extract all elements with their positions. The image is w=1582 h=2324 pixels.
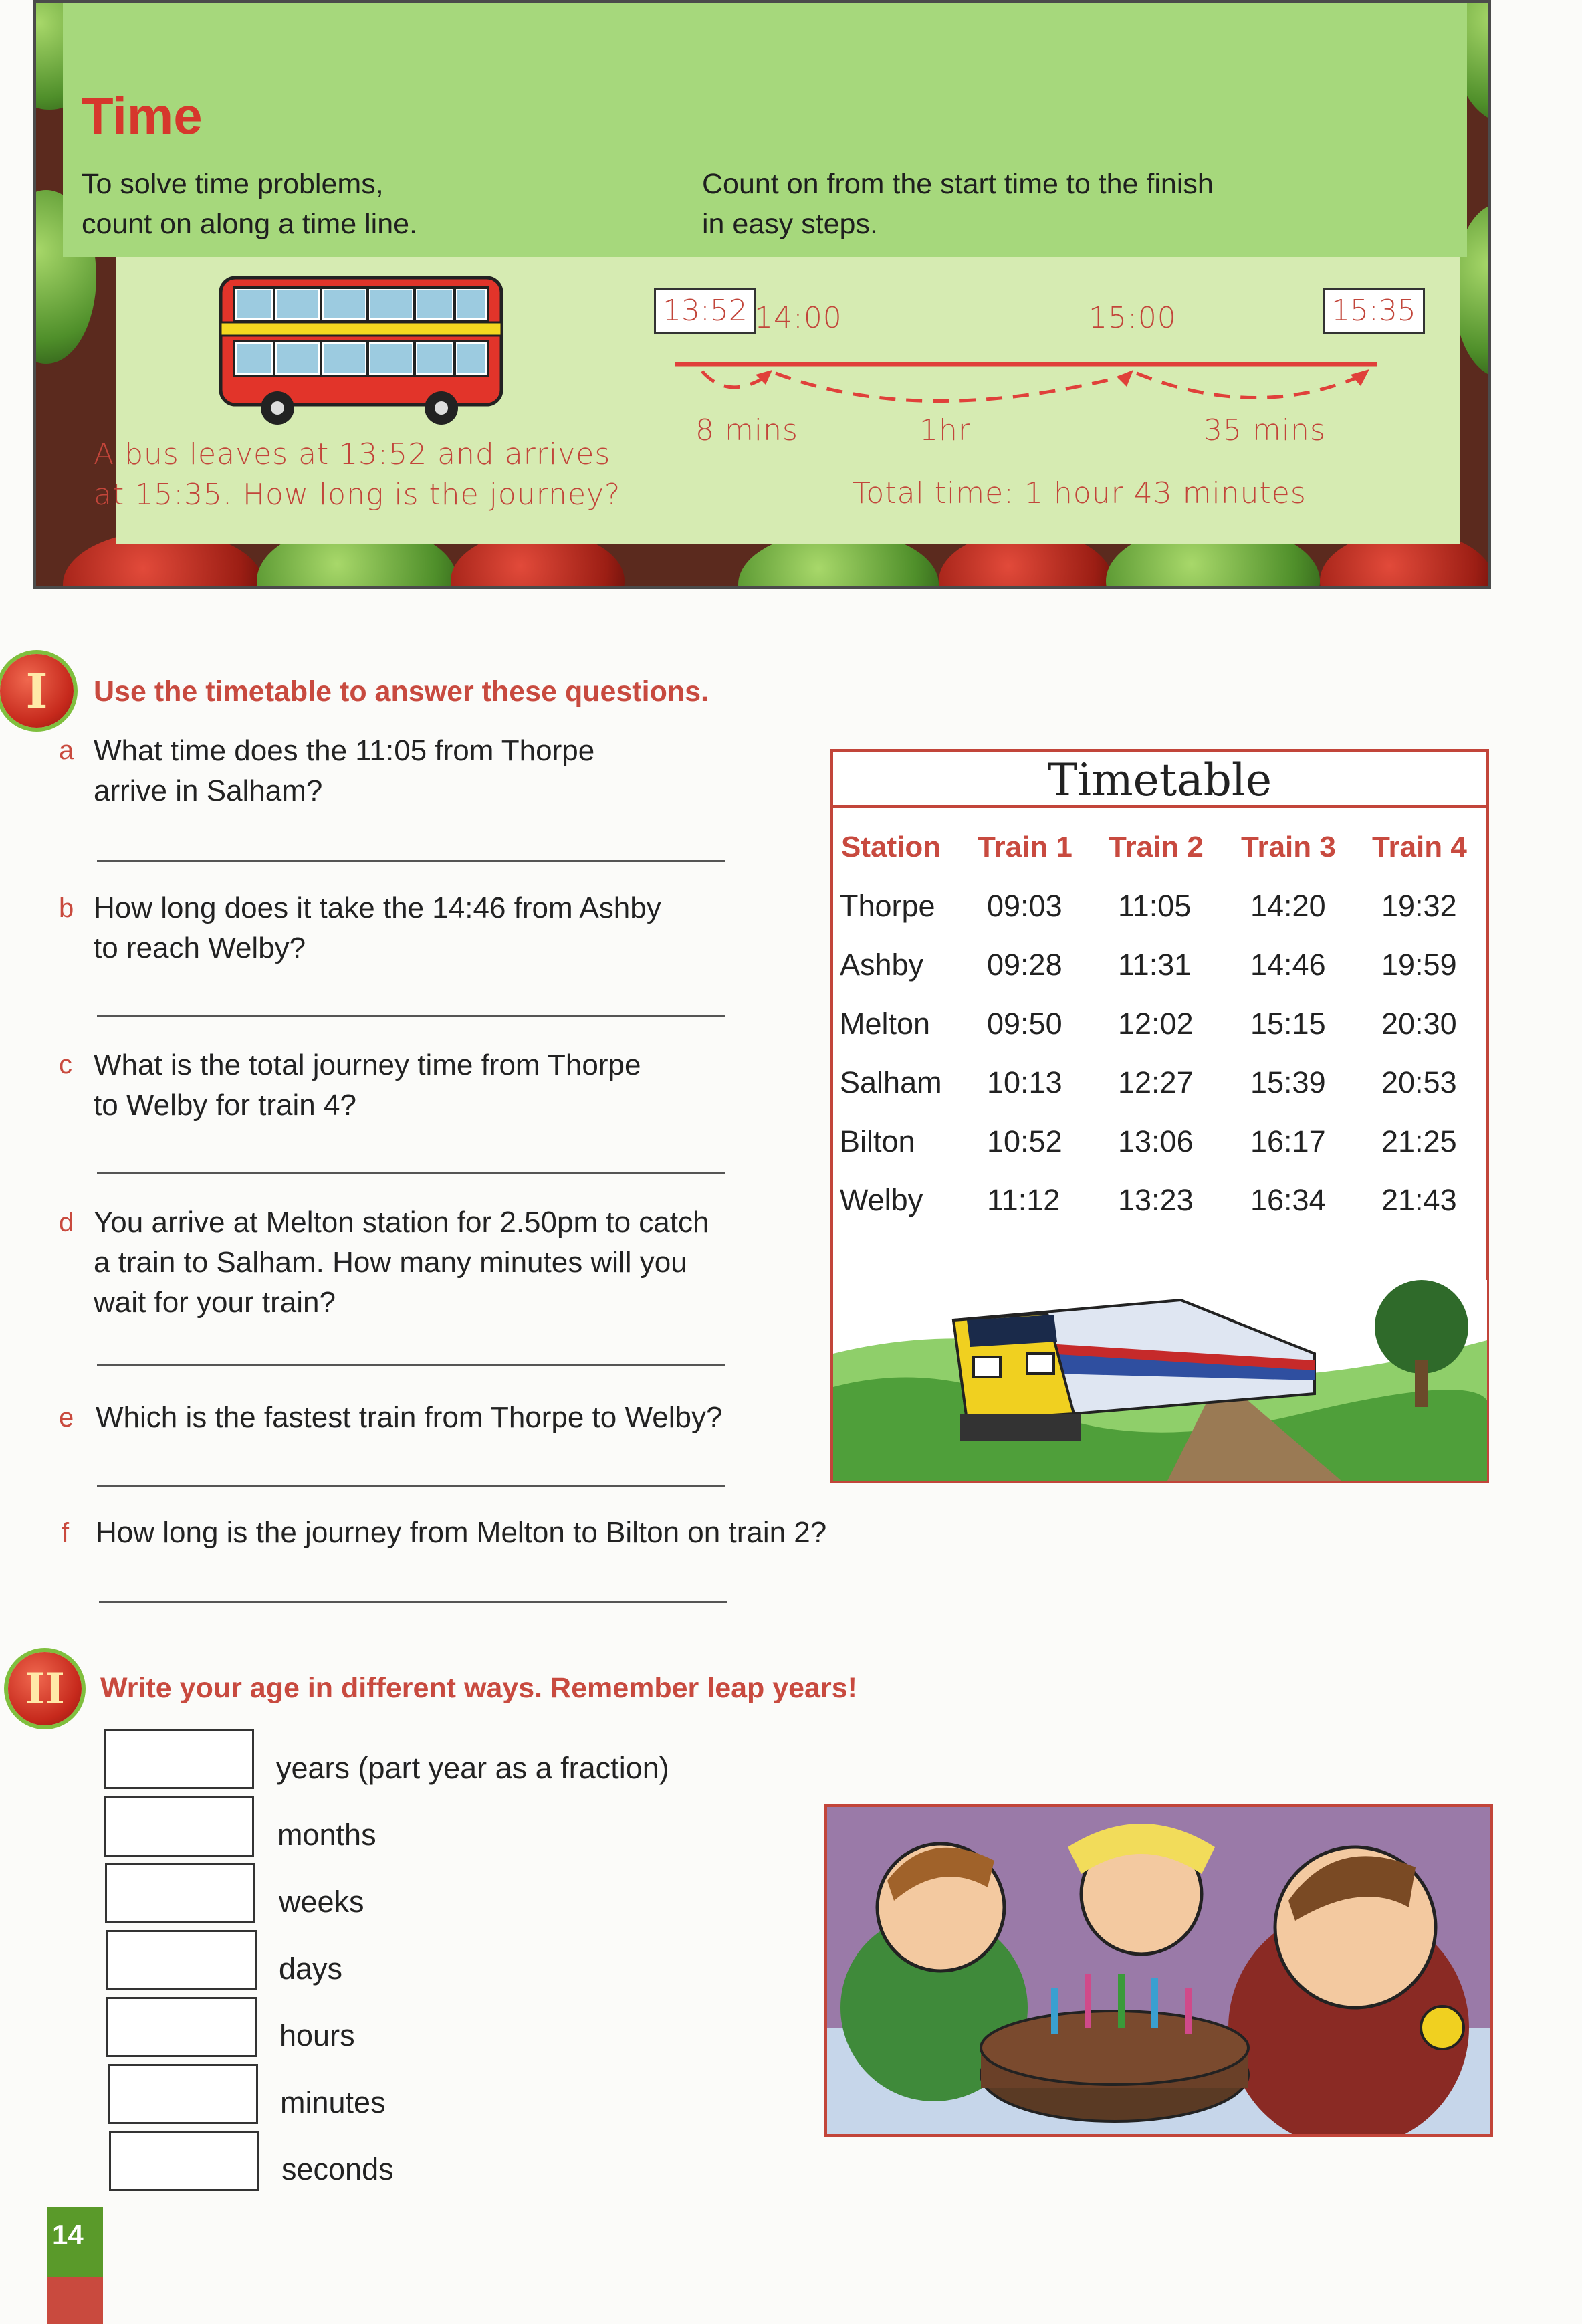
departure-time: 16:34 <box>1250 1183 1326 1217</box>
step-label-3: 35 mins <box>1204 413 1326 447</box>
departure-time: 09:50 <box>987 1007 1062 1041</box>
departure-time: 14:20 <box>1250 889 1326 923</box>
arrow-head <box>1351 369 1369 386</box>
timetable-header: Train 2 <box>1109 831 1204 863</box>
departure-time: 14:46 <box>1250 948 1326 982</box>
departure-time: 11:31 <box>1118 948 1192 982</box>
departure-time: 20:53 <box>1381 1065 1457 1099</box>
age-weeks-box[interactable] <box>105 1863 255 1923</box>
question-a: What time does the 11:05 from Thorpe arrive in Salham? <box>94 734 595 807</box>
departure-time: 10:52 <box>987 1124 1062 1158</box>
question-e: Which is the fastest train from Thorpe to Welby? <box>96 1401 723 1434</box>
age-unit-label: hours <box>279 2018 355 2052</box>
question-c: What is the total journey time from Thorpe to Welby for train 4? <box>94 1049 641 1122</box>
timetable-title: Timetable <box>833 752 1486 808</box>
station-name: Thorpe <box>840 889 935 923</box>
age-unit-label: months <box>277 1818 376 1852</box>
end-time-box: 15:35 <box>1323 288 1425 334</box>
question-letter: d <box>59 1208 74 1237</box>
age-months-box[interactable] <box>104 1796 254 1857</box>
question-b: How long does it take the 14:46 from Ashby to reach Welby? <box>94 891 661 964</box>
station-name: Bilton <box>840 1124 915 1158</box>
age-unit-label: seconds <box>281 2152 394 2186</box>
departure-time: 09:28 <box>987 948 1062 982</box>
timeline-mark-1: 14:00 <box>754 301 842 335</box>
station-name: Ashby <box>840 948 924 982</box>
page-number: 14 <box>52 2219 84 2250</box>
timetable-header: Train 4 <box>1372 831 1467 863</box>
step-arc-2 <box>776 373 1130 401</box>
age-unit-label: days <box>279 1951 343 1986</box>
departure-time: 19:32 <box>1381 889 1457 923</box>
birthday-party-illustration <box>824 1804 1493 2137</box>
question-letter: b <box>59 893 74 923</box>
departure-time: 13:06 <box>1118 1124 1194 1158</box>
step-label-2: 1hr <box>919 413 971 447</box>
section-badge-1: I <box>0 654 74 728</box>
page-title: Time <box>82 86 203 145</box>
station-name: Welby <box>840 1183 923 1217</box>
timetable-header: Station <box>841 831 941 863</box>
departure-time: 12:02 <box>1118 1007 1194 1041</box>
question-letter: e <box>59 1403 74 1433</box>
departure-time: 10:13 <box>987 1065 1062 1099</box>
age-days-box[interactable] <box>106 1930 257 1990</box>
departure-time: 12:27 <box>1118 1065 1194 1099</box>
age-unit-label: minutes <box>280 2085 386 2119</box>
train-illustration <box>833 1280 1487 1481</box>
arrow-head <box>1117 370 1133 387</box>
example-question: A bus leaves at 13:52 and arrives at 15:35. How long is the journey? <box>94 437 621 512</box>
section-1-heading: Use the timetable to answer these questions. <box>94 675 709 708</box>
answer-line-b[interactable] <box>97 1015 725 1017</box>
timeline-mark-2: 15:00 <box>1089 301 1177 335</box>
intro-text-right: Count on from the start time to the finish in easy steps. <box>702 168 1214 240</box>
question-f: How long is the journey from Melton to Bilton on train 2? <box>96 1516 827 1549</box>
intro-text-left: To solve time problems, count on along a time line. <box>82 168 417 240</box>
step-arc-1 <box>702 371 769 387</box>
age-seconds-box[interactable] <box>109 2131 259 2191</box>
age-years-box[interactable] <box>104 1729 254 1789</box>
departure-time: 11:12 <box>987 1183 1060 1217</box>
question-letter: c <box>59 1050 72 1079</box>
start-time-box: 13:52 <box>654 288 756 334</box>
age-unit-label: years (part year as a fraction) <box>276 1751 669 1785</box>
timetable <box>830 749 1489 1483</box>
question-d: You arrive at Melton station for 2.50pm to catch a train to Salham. How many minutes will you wait for your train? <box>94 1206 709 1319</box>
departure-time: 11:05 <box>1118 889 1192 923</box>
answer-line-f[interactable] <box>99 1601 727 1603</box>
answer-line-a[interactable] <box>97 860 725 862</box>
answer-line-d[interactable] <box>97 1364 725 1366</box>
section-2-heading: Write your age in different ways. Remember leap years! <box>100 1672 857 1704</box>
departure-time: 16:17 <box>1250 1124 1326 1158</box>
step-label-1: 8 mins <box>695 413 798 447</box>
departure-time: 19:59 <box>1381 948 1457 982</box>
station-name: Salham <box>840 1065 942 1099</box>
question-letter: f <box>62 1518 70 1548</box>
section-badge-2: II <box>8 1652 82 1725</box>
departure-time: 20:30 <box>1381 1007 1457 1041</box>
answer-line-e[interactable] <box>97 1485 725 1487</box>
departure-time: 09:03 <box>987 889 1062 923</box>
question-letter: a <box>59 736 74 765</box>
step-arc-3 <box>1137 373 1364 398</box>
age-unit-label: weeks <box>279 1885 364 1919</box>
total-time: Total time: 1 hour 43 minutes <box>853 476 1307 510</box>
departure-time: 15:39 <box>1250 1065 1326 1099</box>
departure-time: 15:15 <box>1250 1007 1326 1041</box>
answer-line-c[interactable] <box>97 1172 725 1174</box>
age-minutes-box[interactable] <box>108 2064 258 2124</box>
timetable-header: Train 3 <box>1241 831 1336 863</box>
departure-time: 21:25 <box>1381 1124 1457 1158</box>
age-hours-box[interactable] <box>106 1997 257 2057</box>
station-name: Melton <box>840 1007 931 1041</box>
departure-time: 21:43 <box>1381 1183 1457 1217</box>
timetable-header: Train 1 <box>978 831 1072 863</box>
departure-time: 13:23 <box>1118 1183 1194 1217</box>
